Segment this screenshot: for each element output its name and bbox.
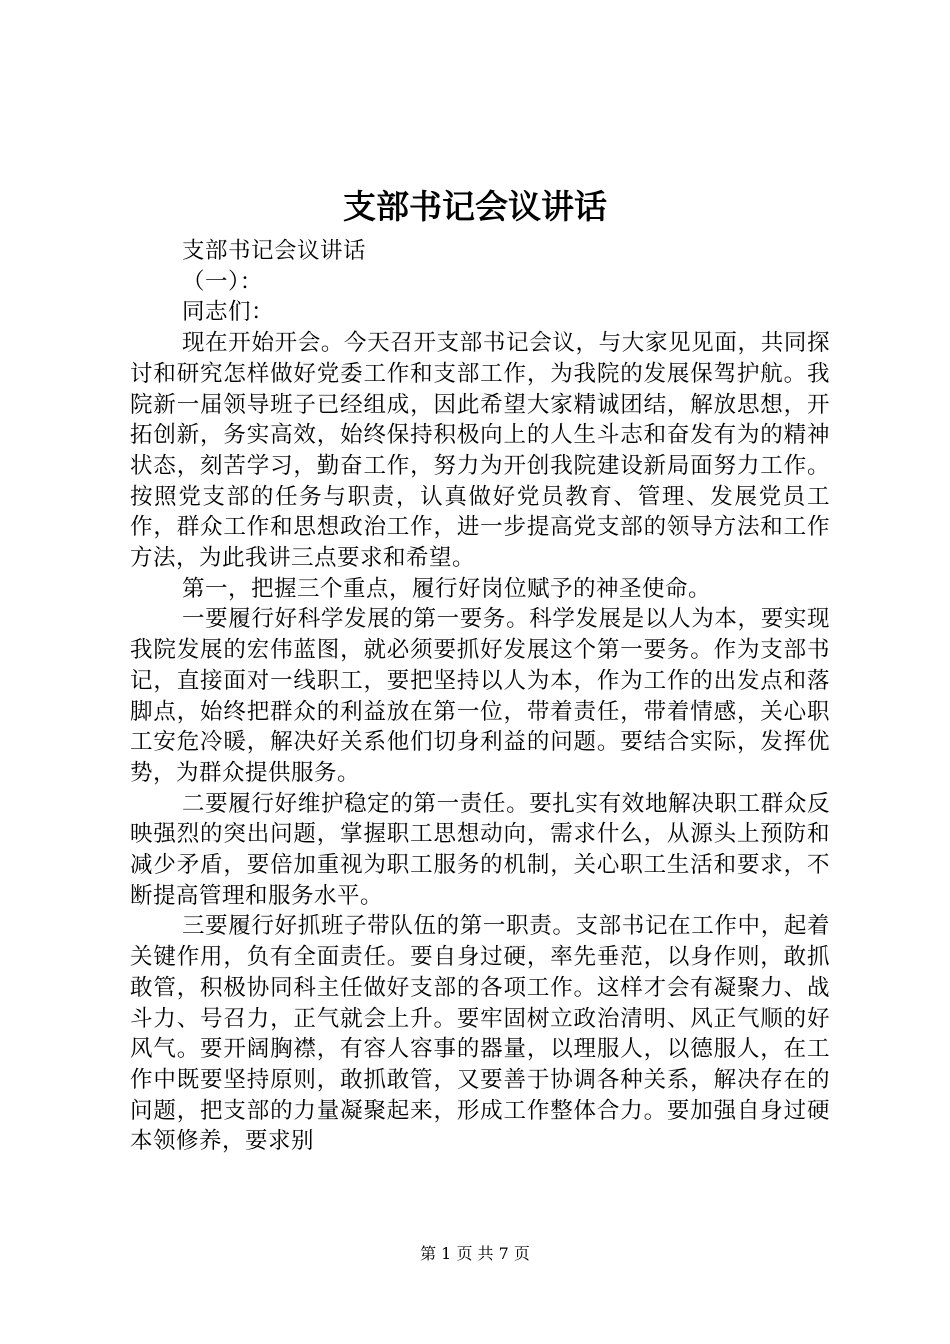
paragraph-salutation: 同志们：: [182, 299, 275, 326]
paragraph-opening: 现在开始开会。今天召开支部书记会议，与大家见见面，共同探讨和研究怎样做好党委工作和支部工作，为我院的发展保驾护航。我院新一届领导班子已经组成，因此希望大家精诚团结，解放思想，开拓创新，务实高效，始终保持积极向上的人生斗志和奋发有为的精神状态，刻苦学习，勤奋工作，努力为开创我院建设新局面努力工作。按照党支部的任务与职责，认真做好党员教育、管理、发展党员工作，群众工作和思想政治工作，进一步提高党支部的领导方法和工作方法，为此我讲三点要求和希望。: [130, 330, 830, 572]
paragraph-subtitle: 支部书记会议讲话: [182, 238, 367, 264]
document-title: 支部书记会议讲话: [343, 187, 607, 226]
paragraph-point-one: 第一，把握三个重点，履行好岗位赋予的神圣使命。: [182, 575, 712, 602]
paragraph-third-duty: 三要履行好抓班子带队伍的第一职责。支部书记在工作中，起着关键作用，负有全面责任。要自身过硬，率先垂范，以身作则，敢抓敢管，积极协同科主任做好支部的各项工作。这样才会有凝聚力、战斗力、号召力，正气就会上升。要牢固树立政治清明、风正气顺的好风气。要开阔胸襟，有容人容事的器量，以理服人，以德服人，在工作中既要坚持原则，敢抓敢管，又要善于协调各种关系，解决存在的问题，把支部的力量凝聚起来，形成工作整体合力。要加强自身过硬本领修养，要求别: [130, 913, 830, 1155]
paragraph-second-duty: 二要履行好维护稳定的第一责任。要扎实有效地解决职工群众反映强烈的突出问题，掌握职工思想动向，需求什么，从源头上预防和减少矛盾，要倍加重视为职工服务的机制，关心职工生活和要求，不断提高管理和服务水平。: [130, 790, 830, 909]
document-body: [130, 236, 830, 1157]
paragraph-section-marker: （一）：: [182, 268, 263, 295]
paragraph-first-duty: 一要履行好科学发展的第一要务。科学发展是以人为本，要实现我院发展的宏伟蓝图，就必须要抓好发展这个第一要务。作为支部书记，直接面对一线职工，要把坚持以人为本，作为工作的出发点和落脚点，始终把群众的利益放在第一位，带着责任，带着情感，关心职工安危冷暖，解决好关系他们切身利益的问题。要结合实际，发挥优势，为群众提供服务。: [130, 606, 830, 786]
page-footer: 第 1 页 共 7 页: [420, 1244, 530, 1263]
